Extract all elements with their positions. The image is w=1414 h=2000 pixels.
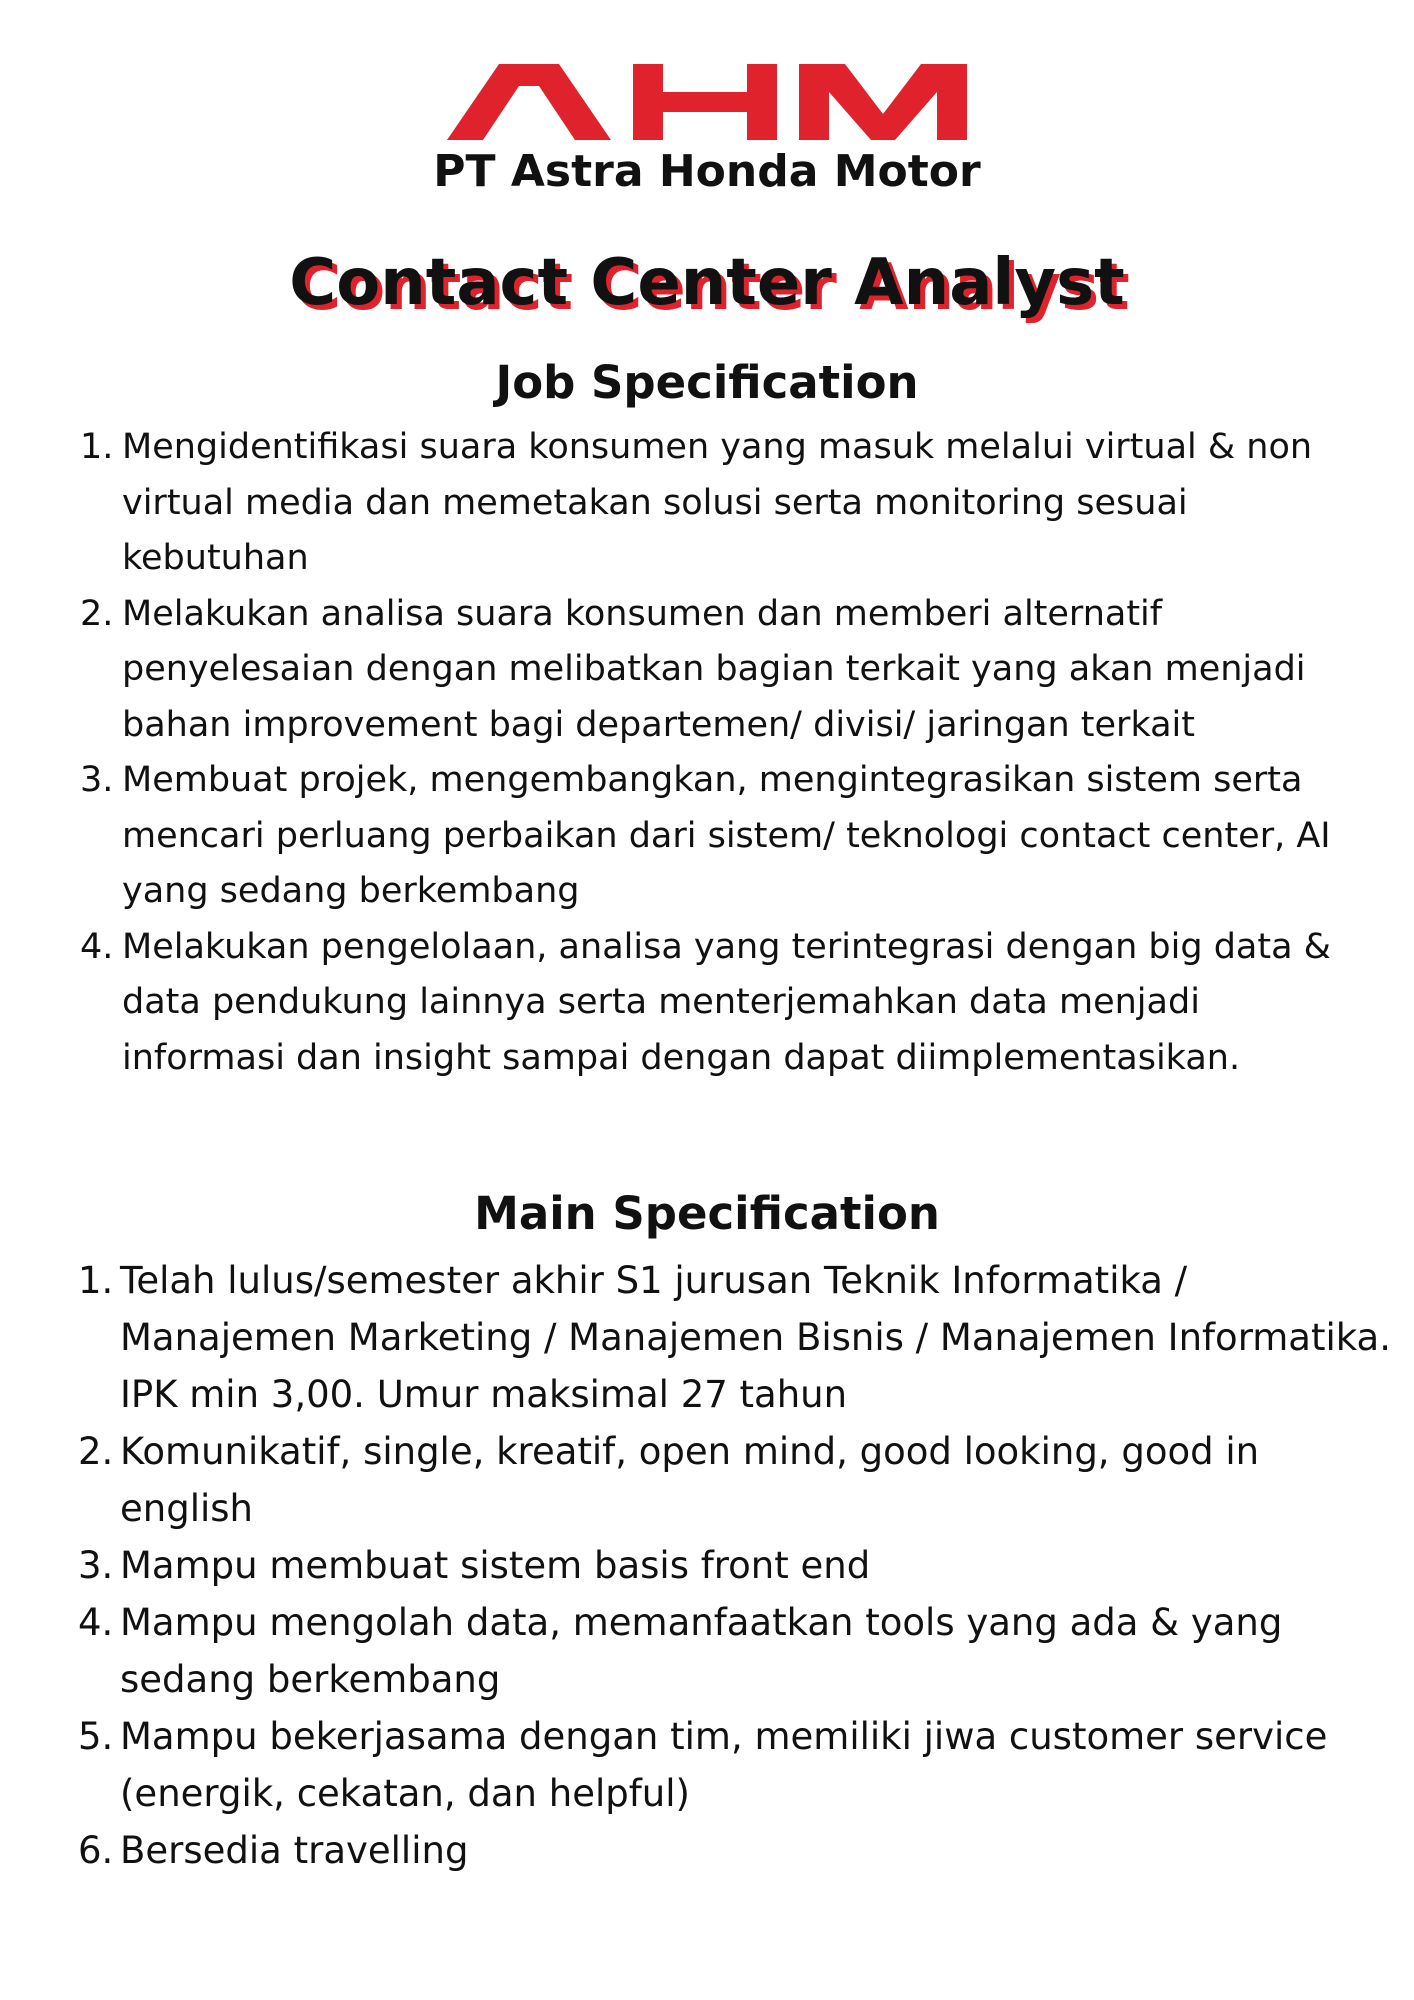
list-item-text: Bersedia travelling: [120, 1829, 469, 1872]
list-item: [82, 420, 1372, 587]
job-specification-list: [82, 420, 1372, 1086]
list-item-text: Mengidentifikasi suara konsumen yang masuk melalui virtual & non virtual media dan memetakan solusi serta monitoring sesuai kebutuhan: [122, 427, 1313, 578]
list-number: 4.: [80, 926, 114, 967]
list-item: [80, 1423, 1400, 1537]
list-item: [82, 587, 1372, 754]
list-item-text: Melakukan pengelolaan, analisa yang terintegrasi dengan big data & data pendukung lainnya serta menterjemahkan data menjadi informasi dan insight sampai dengan dapat diimplementasikan.: [122, 926, 1331, 1078]
list-number: 4.: [78, 1601, 114, 1644]
list-item-text: Melakukan analisa suara konsumen dan memberi alternatif penyelesaian dengan melibatkan bagian terkait yang akan menjadi bahan improvement bagi departemen/ divisi/ jaringan terkait: [122, 593, 1306, 745]
list-item-text: Komunikatif, single, kreatif, open mind, good looking, good in english: [120, 1430, 1260, 1530]
list-number: 2.: [78, 1430, 114, 1473]
job-title: Contact Center Analyst: [289, 246, 1125, 320]
list-item: [80, 1252, 1400, 1423]
list-item: [82, 753, 1372, 920]
ahm-logo-mark: [447, 62, 967, 142]
list-item: [80, 1594, 1400, 1708]
list-item: [82, 920, 1372, 1087]
list-item-text: Telah lulus/semester akhir S1 jurusan Teknik Informatika / Manajemen Marketing / Manajemen Bisnis / Manajemen Informatika. IPK min 3,00. Umur maksimal 27 tahun: [120, 1259, 1391, 1416]
company-name: PT Astra Honda Motor: [433, 146, 981, 197]
list-number: 3.: [80, 760, 114, 800]
list-item-text: Mampu mengolah data, memanfaatkan tools yang ada & yang sedang berkembang: [120, 1601, 1283, 1701]
list-item: [80, 1822, 1400, 1879]
list-item-text: Mampu membuat sistem basis front end: [120, 1544, 871, 1587]
list-number: 1.: [80, 427, 114, 467]
ahm-logo: [0, 62, 1414, 142]
job-specification-heading: Job Specification: [495, 356, 919, 409]
main-specification-list: [80, 1252, 1400, 1879]
list-number: 2.: [80, 593, 114, 634]
list-item-text: Membuat projek, mengembangkan, mengintegrasikan sistem serta mencari perluang perbaikan dari sistem/ teknologi contact center, AI yang sedang berkembang: [122, 760, 1331, 911]
list-number: 5.: [78, 1715, 114, 1758]
list-number: 6.: [78, 1829, 114, 1872]
list-item-text: Mampu bekerjasama dengan tim, memiliki jiwa customer service (energik, cekatan, dan helpful): [120, 1715, 1328, 1815]
list-item: [80, 1708, 1400, 1822]
list-number: 1.: [78, 1259, 114, 1302]
list-item: [80, 1537, 1400, 1594]
main-specification-heading: Main Specification: [474, 1187, 940, 1240]
list-number: 3.: [78, 1544, 114, 1587]
